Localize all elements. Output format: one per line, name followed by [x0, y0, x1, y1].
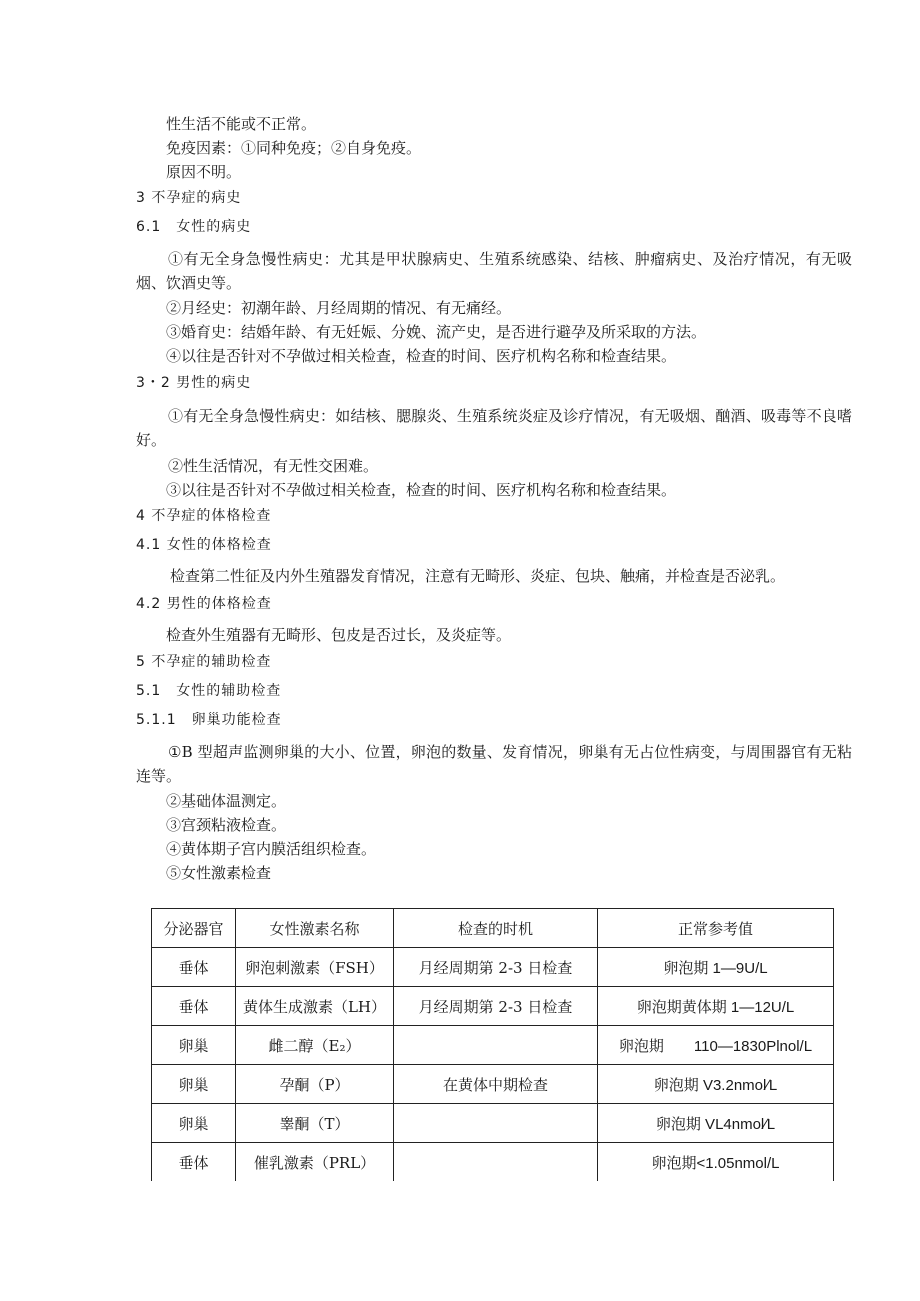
text-line: 原因不明。	[166, 163, 242, 181]
paragraph: ①有无全身急慢性病史：尤其是甲状腺病史、生殖系统感染、结核、肿瘤病史、及治疗情况，有无吸烟、饮酒史等。	[136, 250, 852, 292]
table-cell: 月经周期第 2-3 日检查	[394, 987, 598, 1026]
table-cell: 卵泡期 VL4nmol∕L	[598, 1104, 834, 1143]
table-cell: 黄体生成激素（LH）	[236, 987, 394, 1026]
table-cell	[394, 1143, 598, 1182]
table-header: 检查的时机	[394, 909, 598, 948]
table-cell: 孕酮（P）	[236, 1065, 394, 1104]
text-line: 检查第二性征及内外生殖器发育情况，注意有无畸形、炎症、包块、触痛，并检查是否泌乳。	[170, 567, 786, 585]
hormone-table	[151, 908, 834, 1181]
section-heading: 3 不孕症的病史	[136, 190, 242, 206]
table-cell: 垂体	[152, 948, 236, 987]
text-line: ③以往是否针对不孕做过相关检查，检查的时间、医疗机构名称和检查结果。	[166, 481, 677, 499]
text-line: ⑤女性激素检查	[166, 864, 272, 882]
subsection-heading: 5.1.1 卵巢功能检查	[136, 712, 282, 728]
text-line: ③婚育史：结婚年龄、有无妊娠、分娩、流产史，是否进行避孕及所采取的方法。	[166, 323, 707, 341]
table-cell: 在黄体中期检查	[394, 1065, 598, 1104]
table-cell	[394, 1026, 598, 1065]
table-cell: 垂体	[152, 987, 236, 1026]
text-line: ④黄体期子宫内膜活组织检查。	[166, 840, 377, 858]
table-row	[152, 1065, 834, 1104]
table-cell: 卵泡期 V3.2nmol∕L	[598, 1065, 834, 1104]
table-row	[152, 987, 834, 1026]
table-header: 分泌器官	[152, 909, 236, 948]
table-cell: 卵泡期 1—9U/L	[598, 948, 834, 987]
text-line: ②性生活情况，有无性交困难。	[168, 457, 379, 475]
table-cell: 卵泡期 110—1830Plnol/L	[598, 1026, 834, 1065]
subsection-heading: 5.1 女性的辅助检查	[136, 683, 282, 699]
subsection-heading: 4.2 男性的体格检查	[136, 596, 272, 612]
table-row	[152, 1143, 834, 1182]
table-header-row	[152, 909, 834, 948]
section-heading: 4 不孕症的体格检查	[136, 508, 272, 524]
subsection-heading: 3・2 男性的病史	[136, 375, 252, 391]
text-line: 性生活不能或不正常。	[166, 115, 317, 133]
table-row	[152, 1104, 834, 1143]
table-header: 女性激素名称	[236, 909, 394, 948]
subsection-heading: 4.1 女性的体格检查	[136, 537, 272, 553]
table-cell: 月经周期第 2-3 日检查	[394, 948, 598, 987]
text-line: ②基础体温测定。	[166, 792, 287, 810]
paragraph: ①有无全身急慢性病史：如结核、腮腺炎、生殖系统炎症及诊疗情况，有无吸烟、酗酒、吸毒等不良嗜好。	[136, 407, 852, 449]
table-header: 正常参考值	[598, 909, 834, 948]
table-cell: 卵巢	[152, 1026, 236, 1065]
table-cell: 催乳激素（PRL）	[236, 1143, 394, 1182]
table-cell: 睾酮（T）	[236, 1104, 394, 1143]
section-heading: 5 不孕症的辅助检查	[136, 654, 272, 670]
text-line: ③宫颈粘液检查。	[166, 816, 287, 834]
text-line: ②月经史：初潮年龄、月经周期的情况、有无痛经。	[166, 299, 512, 317]
table-cell: 垂体	[152, 1143, 236, 1182]
subsection-heading: 6.1 女性的病史	[136, 219, 252, 235]
table-cell	[394, 1104, 598, 1143]
table-row	[152, 948, 834, 987]
table-cell: 卵泡期黄体期 1—12U/L	[598, 987, 834, 1026]
table-cell: 雌二醇（E₂）	[236, 1026, 394, 1065]
table-row	[152, 1026, 834, 1065]
paragraph: ①B 型超声监测卵巢的大小、位置，卵泡的数量、发育情况，卵巢有无占位性病变，与周围器官有无粘连等。	[136, 743, 852, 785]
table-cell: 卵泡期<1.05nmol/L	[598, 1143, 834, 1182]
table-cell: 卵巢	[152, 1104, 236, 1143]
text-line: 免疫因素：①同种免疫；②自身免疫。	[166, 139, 422, 157]
text-line: 检查外生殖器有无畸形、包皮是否过长，及炎症等。	[166, 626, 512, 644]
table-cell: 卵巢	[152, 1065, 236, 1104]
table-cell: 卵泡刺激素（FSH）	[236, 948, 394, 987]
text-line: ④以往是否针对不孕做过相关检查，检查的时间、医疗机构名称和检查结果。	[166, 347, 677, 365]
